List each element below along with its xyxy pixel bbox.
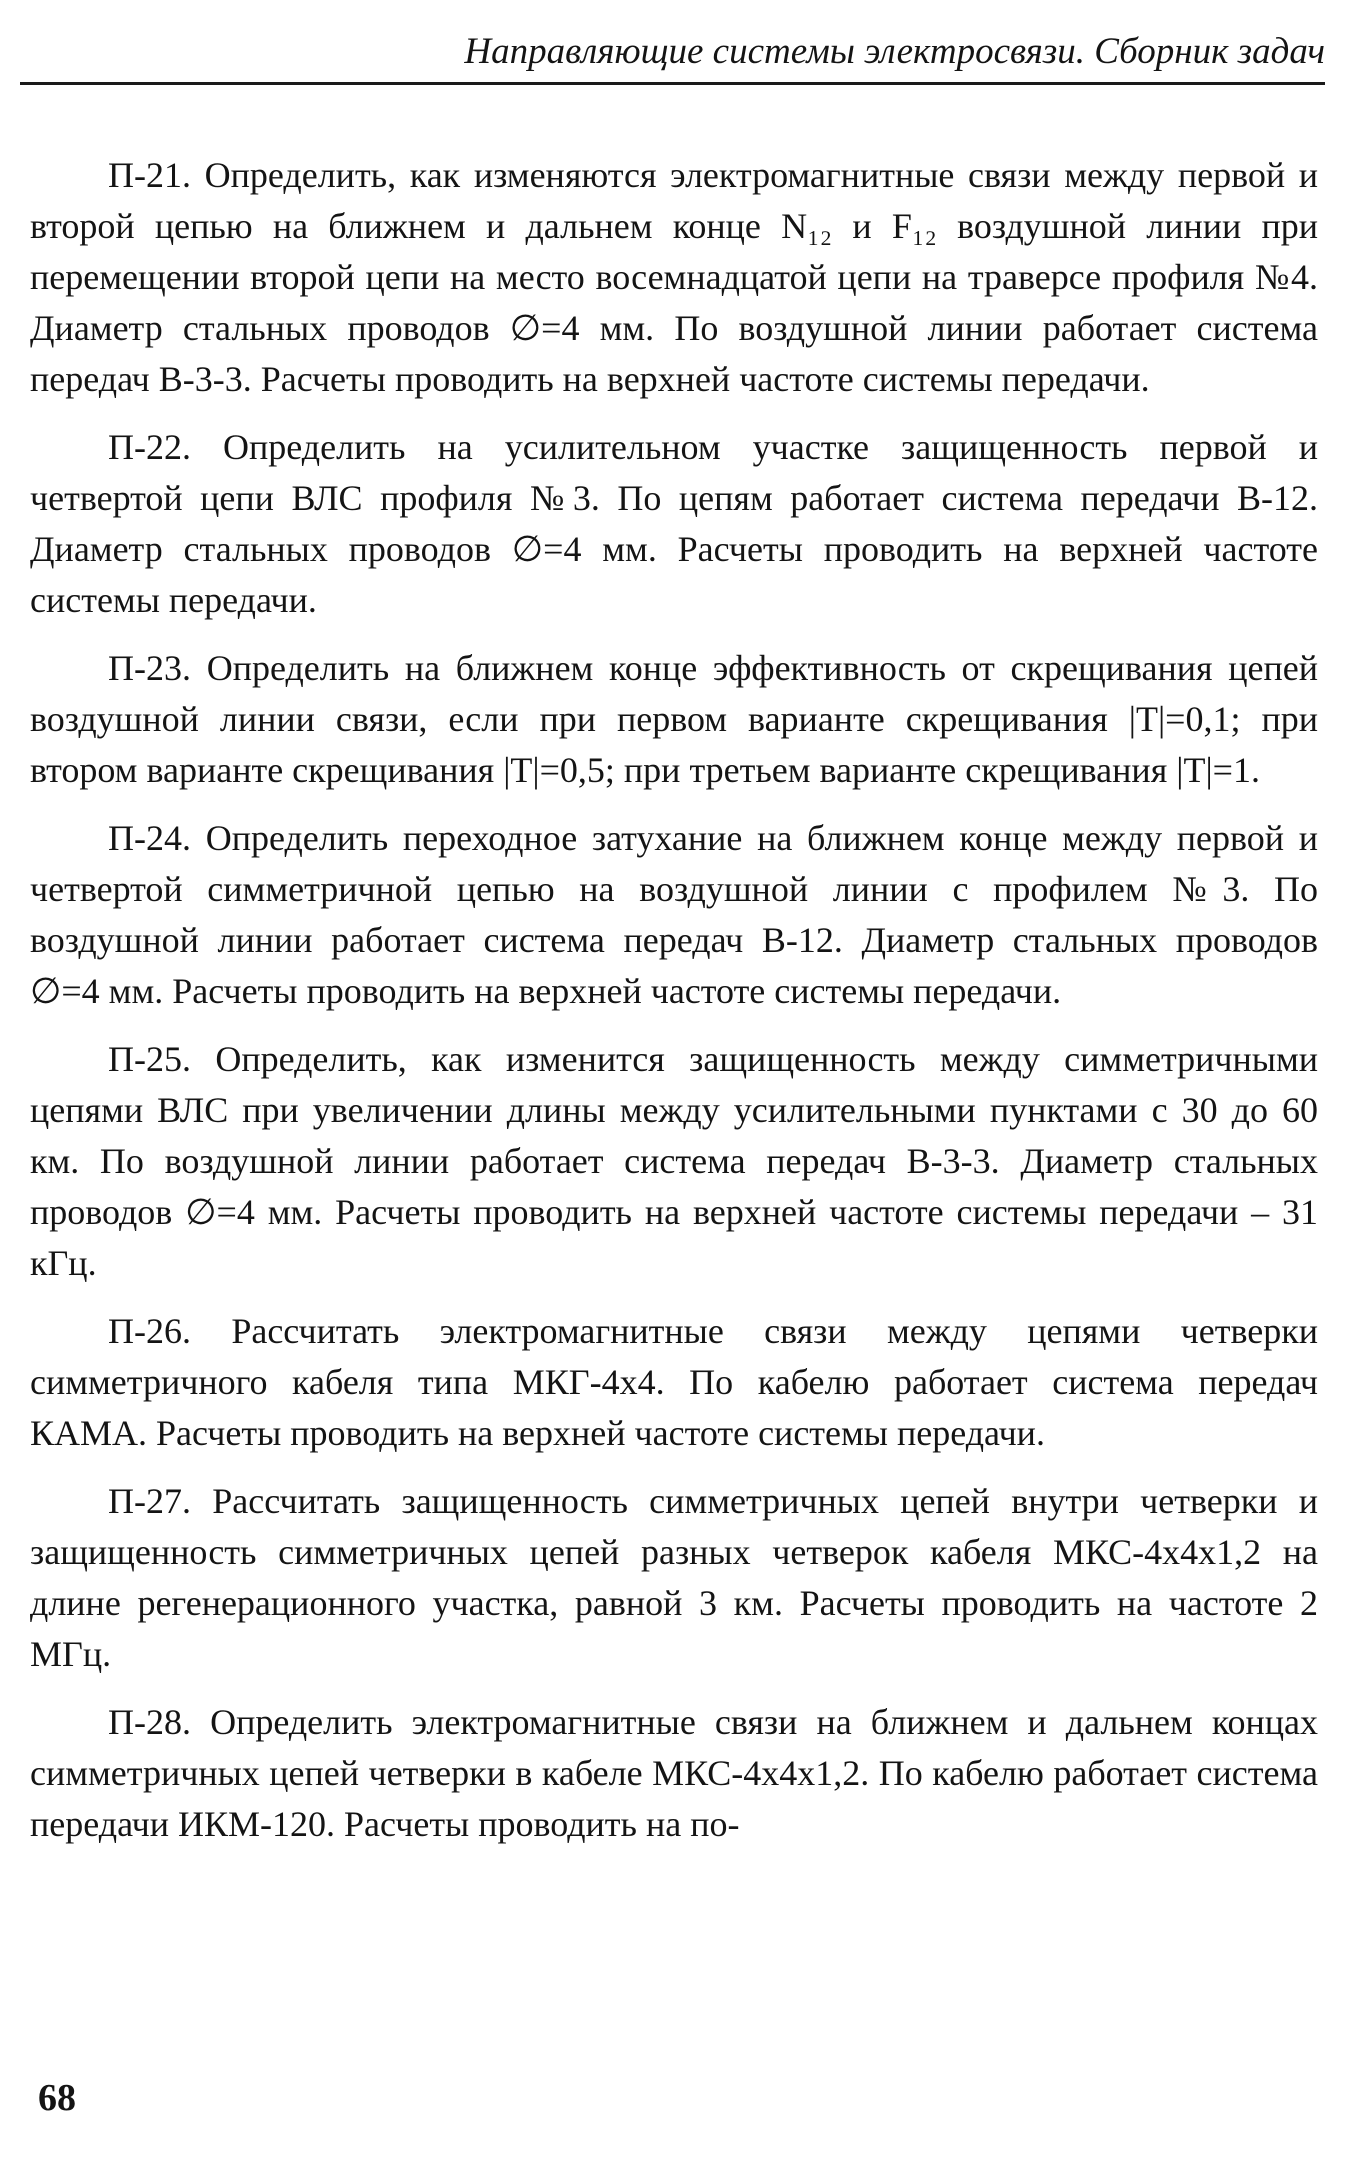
problem-p24	[30, 813, 1318, 1017]
problem-number: П-21.	[108, 155, 191, 195]
problem-number: П-27.	[108, 1481, 191, 1521]
page-number: 68	[38, 2077, 76, 2119]
problem-text: Определить переходное затухание на ближнем конце между первой и четвертой симметричной цепью на воздушной линии с профилем №3. По воздушной линии работает система передач В-12. Диаметр стальных проводов ∅=4 мм. Расчеты проводить на верхней частоте системы передачи.	[30, 818, 1319, 1011]
problem-text: Рассчитать электромагнитные связи между цепями четверки симметричного кабеля типа МКГ-4x4. По кабелю работает система передач КАМА. Расчеты проводить на верхней частоте системы передачи.	[30, 1311, 1318, 1453]
problem-p26	[30, 1306, 1318, 1459]
problem-p28	[30, 1697, 1318, 1850]
problem-text: Определить на усилительном участке защищенность первой и четвертой цепи ВЛС профиля №3. По цепям работает система передачи В-12. Диаметр стальных проводов ∅=4 мм. Расчеты проводить на верхней частоте системы передачи.	[30, 427, 1319, 620]
header-rule	[20, 82, 1325, 85]
problems-list	[30, 150, 1318, 1867]
problem-text: Определить электромагнитные связи на ближнем и дальнем концах симметричных цепей четверки в кабеле МКС-4x4x1,2. По кабелю работает система передачи ИКМ-120. Расчеты проводить на по-	[30, 1702, 1319, 1844]
problem-p23	[30, 643, 1318, 796]
problem-number: П-25.	[108, 1039, 191, 1079]
problem-number: П-23.	[108, 648, 191, 688]
problem-p21	[30, 150, 1318, 405]
problem-text: Определить, как изменяются электромагнитные связи между первой и второй цепью на ближнем и дальнем конце N₁₂ и F₁₂ воздушной линии при перемещении второй цепи на место восемнадцатой цепи на траверсе профиля №4. Диаметр стальных проводов ∅=4 мм. По воздушной линии работает система передач В-3-3. Расчеты проводить на верхней частоте системы передачи.	[30, 155, 1318, 399]
problem-text: Определить на ближнем конце эффективность от скрещивания цепей воздушной линии связи, если при первом варианте скрещивания |T|=0,1; при втором варианте скрещивания |T|=0,5; при третьем варианте скрещивания |T|=1.	[30, 648, 1318, 790]
problem-p27	[30, 1476, 1318, 1680]
problem-p22	[30, 422, 1318, 626]
problem-number: П-28.	[108, 1702, 191, 1742]
problem-number: П-24.	[108, 818, 191, 858]
problem-number: П-26.	[108, 1311, 191, 1351]
problem-number: П-22.	[108, 427, 191, 467]
running-header: Направляющие системы электросвязи. Сборник задач	[464, 31, 1325, 72]
problem-text: Рассчитать защищенность симметричных цепей внутри четверки и защищенность симметричных цепей разных четверок кабеля МКС-4x4x1,2 на длине регенерационного участка, равной 3 км. Расчеты проводить на частоте 2 МГц.	[30, 1481, 1318, 1674]
problem-p25	[30, 1034, 1318, 1289]
problem-text: Определить, как изменится защищенность между симметричными цепями ВЛС при увеличении длины между усилительными пунктами с 30 до 60 км. По воздушной линии работает система передач В-3-3. Диаметр стальных проводов ∅=4 мм. Расчеты проводить на верхней частоте системы передачи – 31 кГц.	[30, 1039, 1318, 1283]
